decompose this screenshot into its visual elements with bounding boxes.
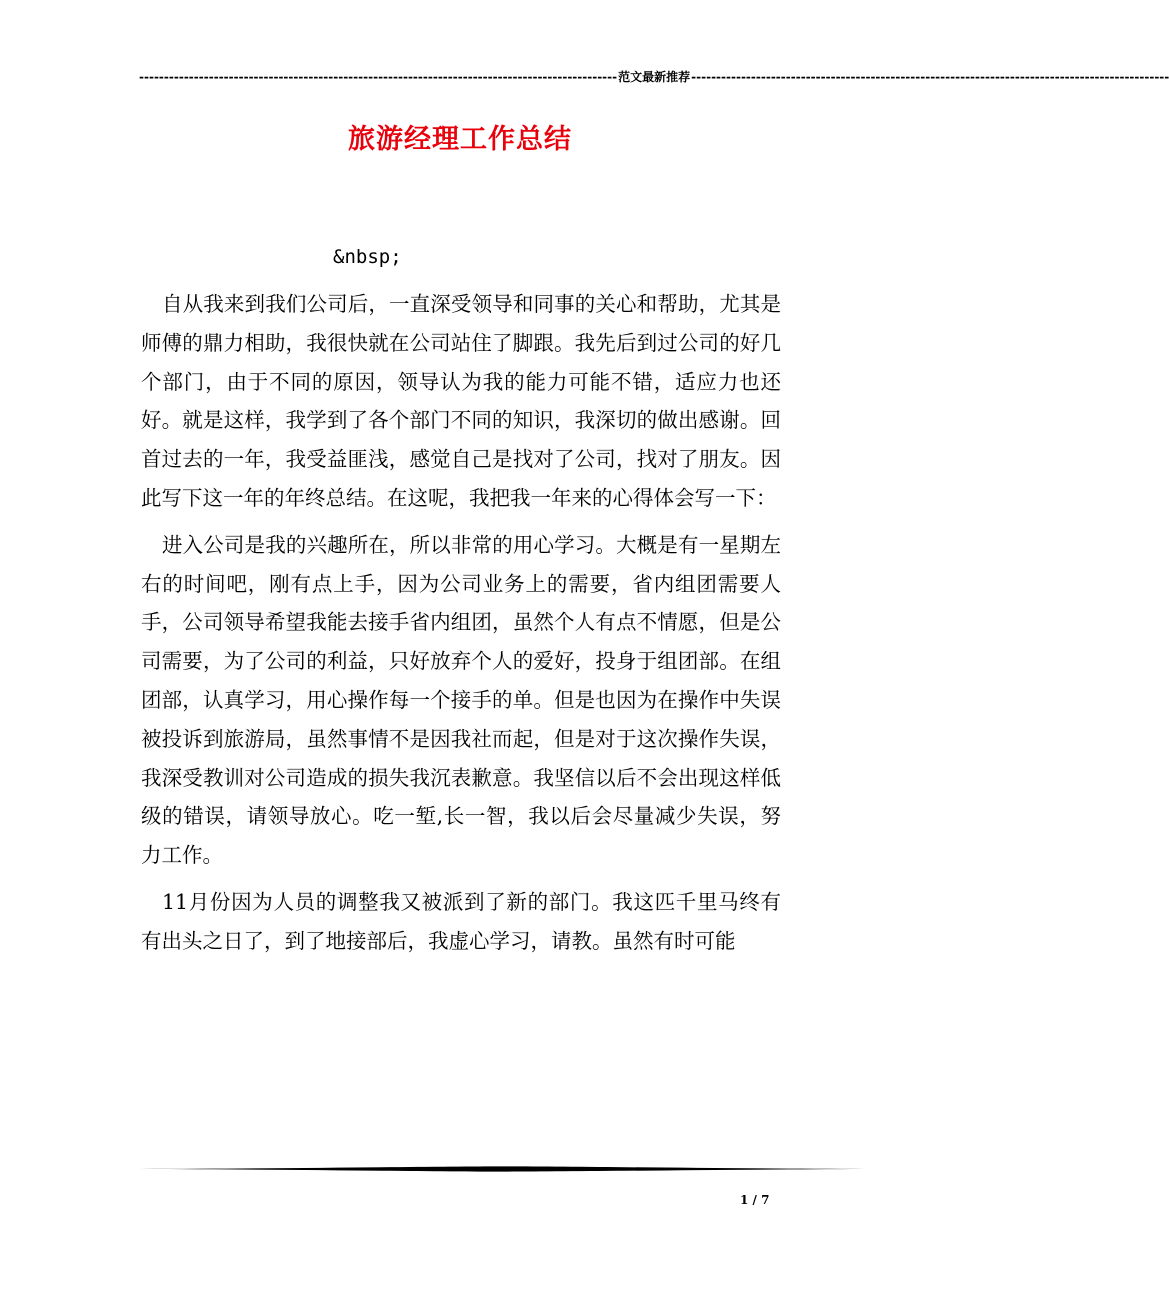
paragraph-1: 自从我来到我们公司后，一直深受领导和同事的关心和帮助，尤其是师傅的鼎力相助，我很快就在公司站住了脚跟。我先后到过公司的好几个部门，由于不同的原因，领导认为我的能力可能不错，适应力也还好。就是这样，我学到了各个部门不同的知识，我深切的做出感谢。回首过去的一年，我受益匪浅，感觉自己是找对了公司，找对了朋友。因此写下这一年的年终总结。在这呢，我把我一年来的心得体会写一下： xyxy=(141,292,781,510)
header-dashes-left: ------------------------------------------------------------------------------------------------ xyxy=(139,70,618,84)
footer-divider xyxy=(140,1166,865,1172)
nbsp-artifact-text: &nbsp; xyxy=(333,246,402,268)
page-number: 1 / 7 xyxy=(740,1193,770,1207)
paragraph-2: 进入公司是我的兴趣所在，所以非常的用心学习。大概是有一星期左右的时间吧，刚有点上手，因为公司业务上的需要，省内组团需要人手，公司领导希望我能去接手省内组团，虽然个人有点不情愿，但是公司需要，为了公司的利益，只好放弃个人的爱好，投身于组团部。在组团部，认真学习，用心操作每一个接手的单。但是也因为在操作中失误被投诉到旅游局，虽然事情不是因我社而起，但是对于这次操作失误，我深受教训对公司造成的损失我沉表歉意。我坚信以后不会出现这样低级的错误，请领导放心。吃一堑,长一智，我以后会尽量减少失误，努力工作。 xyxy=(141,532,781,868)
paragraph-3: 11月份因为人员的调整我又被派到了新的部门。我这匹千里马终有有出头之日了，到了地接部后，我虚心学习，请教。虽然有时可能 xyxy=(141,889,781,953)
document-body xyxy=(141,285,781,969)
header-dashes-right: ------------------------------------------------------------------------------------------------ xyxy=(691,70,1169,84)
page-header xyxy=(139,68,1169,86)
document-title: 旅游经理工作总结 xyxy=(348,124,572,155)
header-label: 范文最新推荐 xyxy=(618,70,691,84)
